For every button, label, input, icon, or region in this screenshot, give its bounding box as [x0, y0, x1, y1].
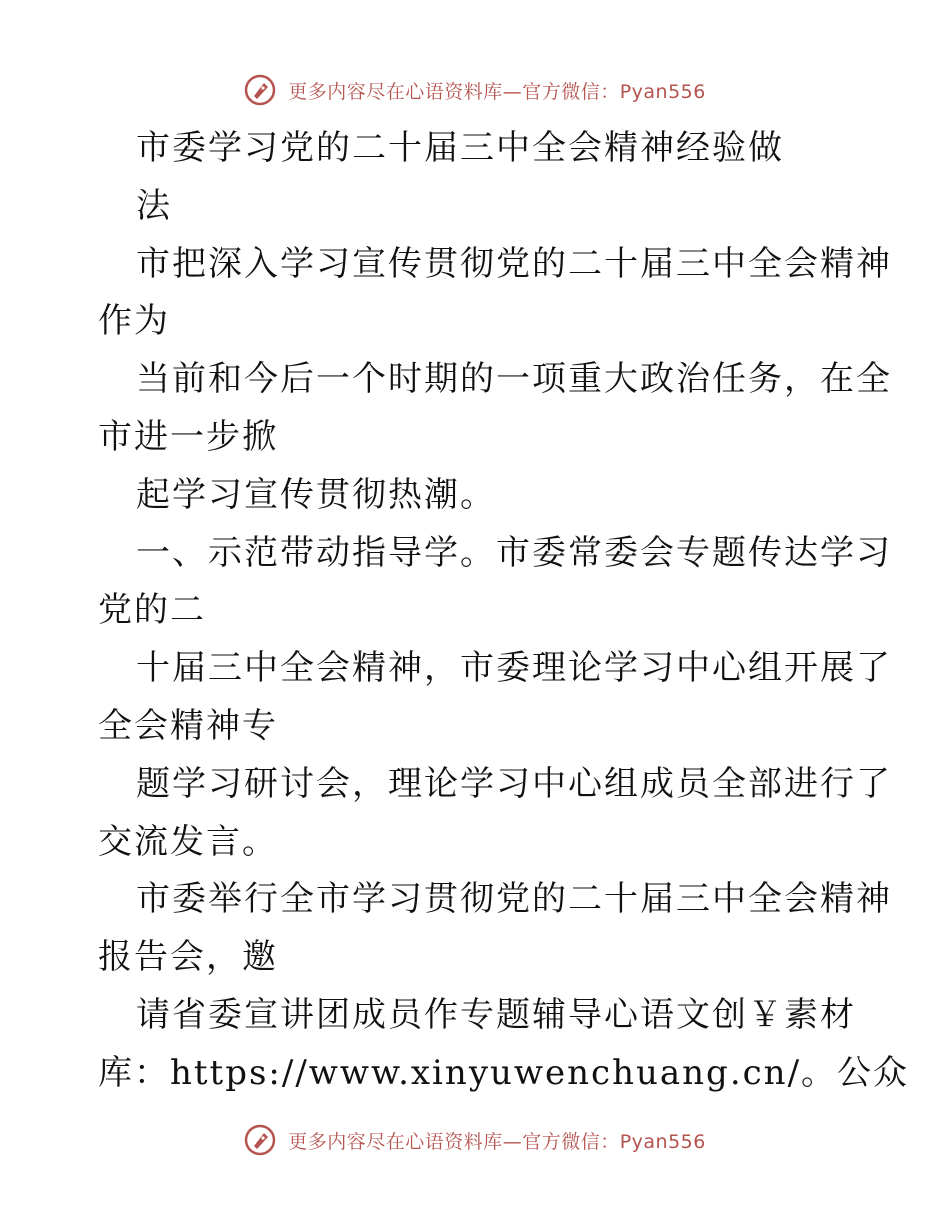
- header-watermark: [0, 74, 950, 106]
- title-line: 法: [136, 185, 172, 226]
- paragraph-line: 市把深入学习宣传贯彻党的二十届三中全会精神: [136, 243, 892, 284]
- document-body: [98, 120, 910, 1103]
- pen-nib-logo-icon: [244, 74, 276, 106]
- paragraph-line: 党的二: [98, 590, 206, 631]
- title-line: 市委学习党的二十届三中全会精神经验做: [136, 128, 784, 168]
- paragraph-line: 作为: [98, 301, 170, 342]
- paragraph-line: 请省委宣讲团成员作专题辅导心语文创￥素材: [136, 994, 856, 1035]
- paragraph-line: 题学习研讨会，理论学习中心组成员全部进行了: [136, 763, 892, 804]
- watermark-text: 更多内容尽在心语资料库—官方微信：Pyan556: [288, 1130, 706, 1153]
- paragraph-line: 交流发言。: [98, 821, 278, 862]
- paragraph-line: 市进一步掀: [98, 416, 278, 457]
- paragraph-line: 库：https://www.xinyuwenchuang.cn/。公众: [98, 1052, 910, 1093]
- paragraph-line: 一、示范带动指导学。市委常委会专题传达学习: [136, 532, 892, 573]
- pen-nib-logo-icon: [244, 1124, 276, 1156]
- paragraph-line: 十届三中全会精神，市委理论学习中心组开展了: [136, 648, 892, 689]
- paragraph-line: 当前和今后一个时期的一项重大政治任务，在全: [136, 359, 892, 400]
- paragraph-line: 全会精神专: [98, 705, 278, 746]
- paragraph-line: 报告会，邀: [98, 937, 278, 978]
- paragraph-line: 市委举行全市学习贯彻党的二十届三中全会精神: [136, 879, 892, 920]
- watermark-text: 更多内容尽在心语资料库—官方微信：Pyan556: [288, 80, 706, 103]
- paragraph-line: 起学习宣传贯彻热潮。: [136, 474, 496, 515]
- footer-watermark: [0, 1124, 950, 1156]
